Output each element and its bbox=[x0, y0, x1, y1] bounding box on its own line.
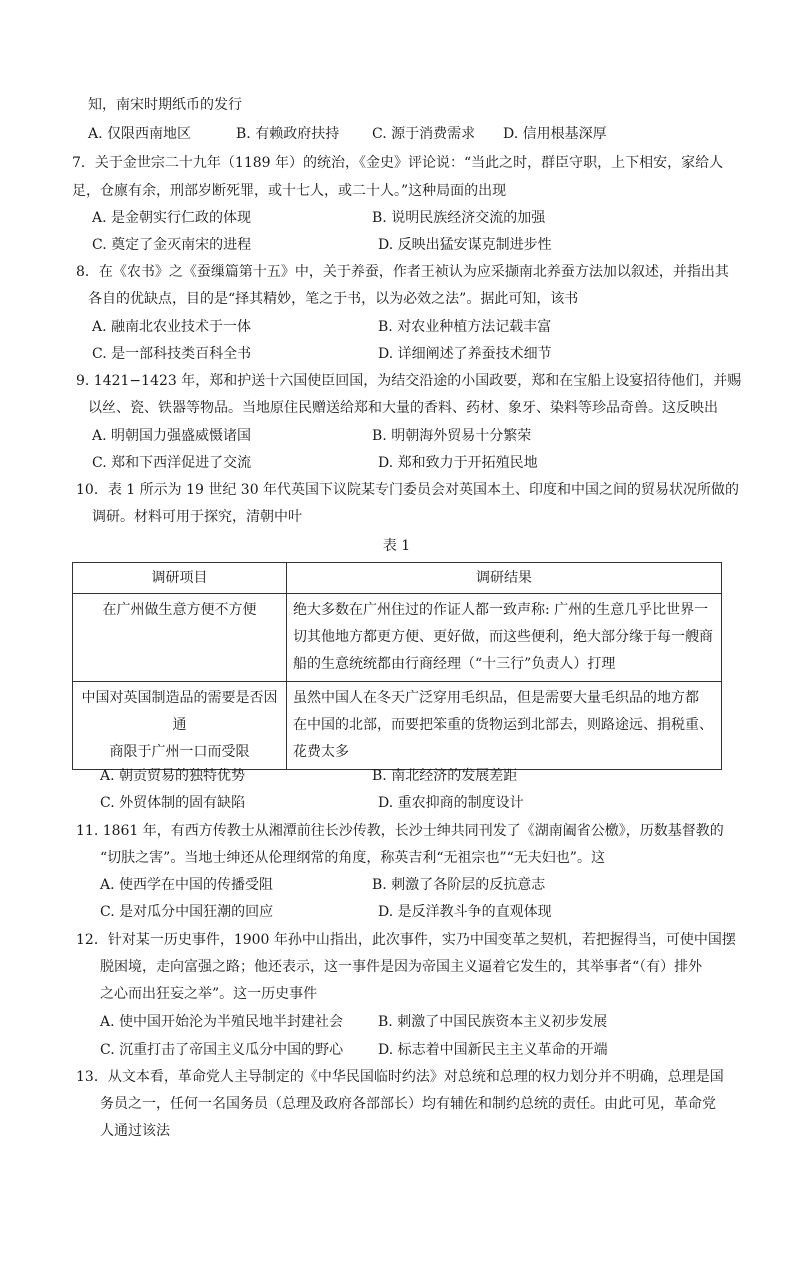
q10-option-c: C. 外贸体制的固有缺陷 bbox=[100, 795, 246, 811]
q7-stem-line2: 足，仓廪有余，刑部岁断死罪，或十七人，或二十人。”这种局面的出现 bbox=[72, 183, 507, 199]
q12-option-b: B. 刺激了中国民族资本主义初步发展 bbox=[378, 1014, 608, 1030]
result-line: 虽然中国人在冬天广泛穿用毛织品，但是需要大量毛织品的地方都 bbox=[293, 690, 699, 706]
result-line: 绝大多数在广州住过的作证人都一致声称: 广州的生意几乎比世界一 bbox=[293, 602, 709, 618]
q8-option-c: C. 是一部科技类百科全书 bbox=[92, 346, 252, 362]
q8-option-a: A. 融南北农业技术于一体 bbox=[92, 319, 252, 335]
q9-stem-line1: 9. 1421−1423 年，郑和护送十六国使臣回国，为结交沿途的小国政要，郑和在宝船上设宴招待他们，并赐 bbox=[76, 373, 742, 389]
q11-option-a: A. 使西学在中国的传播受阻 bbox=[100, 877, 274, 893]
result-line: 切其他地方都更方便、更好做，而这些便利，绝大部分缘于每一艘商 bbox=[293, 629, 713, 645]
q10-stem-line1: 10．表 1 所示为 19 世纪 30 年代英国下议院某专门委员会对英国本土、印度和中国之间的贸易状况所做的 bbox=[76, 482, 740, 498]
q6-option-a: A. 仅限西南地区 bbox=[88, 126, 192, 142]
table-row bbox=[73, 594, 722, 682]
table-header-item: 调研项目 bbox=[73, 563, 287, 594]
q13-stem-line1: 13．从文本看，革命党人主导制定的《中华民国临时约法》对总统和总理的权力划分并不明确，总理是国 bbox=[76, 1069, 724, 1085]
q12-option-d: D. 标志着中国新民主主义革命的开端 bbox=[378, 1042, 608, 1058]
q10-option-a: A. 朝贡贸易的独特优势 bbox=[100, 768, 246, 784]
result-line: 花费太多 bbox=[293, 744, 349, 760]
item-line: 中国对英国制造品的需要是否因通 bbox=[81, 690, 278, 733]
q6-option-c: C. 源于消费需求 bbox=[372, 126, 476, 142]
q7-option-d: D. 反映出猛安谋克制进步性 bbox=[378, 237, 552, 253]
q9-stem-line2: 以丝、瓷、铁器等物品。当地原住民赠送给郑和大量的香料、药材、象牙、染料等珍品奇兽。这反映出 bbox=[88, 400, 718, 416]
q11-stem-line1: 11. 1861 年，有西方传教士从湘潭前往长沙传教，长沙士绅共同刊发了《湖南阖省公檄》，历数基督教的 bbox=[76, 823, 724, 839]
table-cell-item bbox=[73, 682, 287, 770]
survey-table bbox=[72, 562, 722, 770]
q9-option-c: C. 郑和下西洋促进了交流 bbox=[92, 455, 252, 471]
q12-stem-line3: 之心而出狂妄之举”。这一历史事件 bbox=[100, 986, 318, 1002]
q12-stem-line1: 12．针对某一历史事件，1900 年孙中山指出，此次事件，实乃中国变革之契机，若把握得当，可使中国摆 bbox=[76, 932, 736, 948]
q8-option-b: B. 对农业种植方法记载丰富 bbox=[378, 319, 552, 335]
table-header-result: 调研结果 bbox=[287, 563, 722, 594]
q9-option-a: A. 明朝国力强盛威慑诸国 bbox=[92, 428, 252, 444]
table-cell-result bbox=[287, 594, 722, 682]
q9-option-d: D. 郑和致力于开拓殖民地 bbox=[378, 455, 538, 471]
q10-stem-line2: 调研。材料可用于探究，清朝中叶 bbox=[92, 509, 302, 525]
table-cell-result bbox=[287, 682, 722, 770]
q13-stem-line3: 人通过该法 bbox=[100, 1123, 170, 1139]
q7-option-a: A. 是金朝实行仁政的体现 bbox=[92, 210, 252, 226]
q8-option-d: D. 详细阐述了养蚕技术细节 bbox=[378, 346, 552, 362]
q11-option-d: D. 是反洋教斗争的直观体现 bbox=[378, 904, 552, 920]
q12-stem-line2: 脱困境，走向富强之路；他还表示，这一事件是因为帝国主义逼着它发生的，其举事者“（有）排外 bbox=[100, 959, 703, 975]
q13-stem-line2: 务员之一，任何一名国务员（总理及政府各部部长）均有辅佐和制约总统的责任。由此可见，革命党 bbox=[100, 1096, 716, 1112]
table-header-row bbox=[73, 563, 722, 594]
result-line: 在中国的北部，而要把笨重的货物运到北部去，则路途远、捐税重、 bbox=[293, 717, 713, 733]
q7-option-c: C. 奠定了金灭南宋的进程 bbox=[92, 237, 252, 253]
item-line: 商限于广州一口而受限 bbox=[109, 744, 250, 760]
table-row bbox=[73, 682, 722, 770]
q12-option-c: C. 沉重打击了帝国主义瓜分中国的野心 bbox=[100, 1042, 344, 1058]
q9-option-b: B. 明朝海外贸易十分繁荣 bbox=[372, 428, 532, 444]
q11-option-c: C. 是对瓜分中国狂潮的回应 bbox=[100, 904, 274, 920]
q8-stem-line2: 各自的优缺点，目的是“择其精妙，笔之于书，以为必效之法”。据此可知，该书 bbox=[88, 291, 579, 307]
table-caption: 表 1 bbox=[382, 538, 411, 554]
q6-stem-tail: 知，南宋时期纸币的发行 bbox=[88, 97, 242, 113]
q6-option-d: D. 信用根基深厚 bbox=[503, 126, 607, 142]
result-line: 船的生意统统都由行商经理（“十三行”负责人）打理 bbox=[293, 656, 616, 672]
q12-option-a: A. 使中国开始沦为半殖民地半封建社会 bbox=[100, 1014, 344, 1030]
q11-stem-line2: “切肤之害”。当地士绅还从伦理纲常的角度，称英吉利“无祖宗也”“无夫妇也”。这 bbox=[100, 850, 605, 866]
q7-option-b: B. 说明民族经济交流的加强 bbox=[372, 210, 546, 226]
q6-option-b: B. 有赖政府扶持 bbox=[236, 126, 340, 142]
q8-stem-line1: 8．在《农书》之《蚕缫篇第十五》中，关于养蚕，作者王祯认为应采撷南北养蚕方法加以叙述，并指出其 bbox=[76, 264, 729, 280]
q7-stem-line1: 7．关于金世宗二十九年（1189 年）的统治，《金史》评论说：“当此之时，群臣守职，上下相安，家给人 bbox=[72, 155, 724, 171]
q11-option-b: B. 刺激了各阶层的反抗意志 bbox=[372, 877, 546, 893]
table-cell-item bbox=[73, 594, 287, 682]
q10-option-b: B. 南北经济的发展差距 bbox=[372, 768, 518, 784]
table-cell-item-text: 在广州做生意方便不方便 bbox=[102, 602, 257, 618]
q10-option-d: D. 重农抑商的制度设计 bbox=[378, 795, 524, 811]
